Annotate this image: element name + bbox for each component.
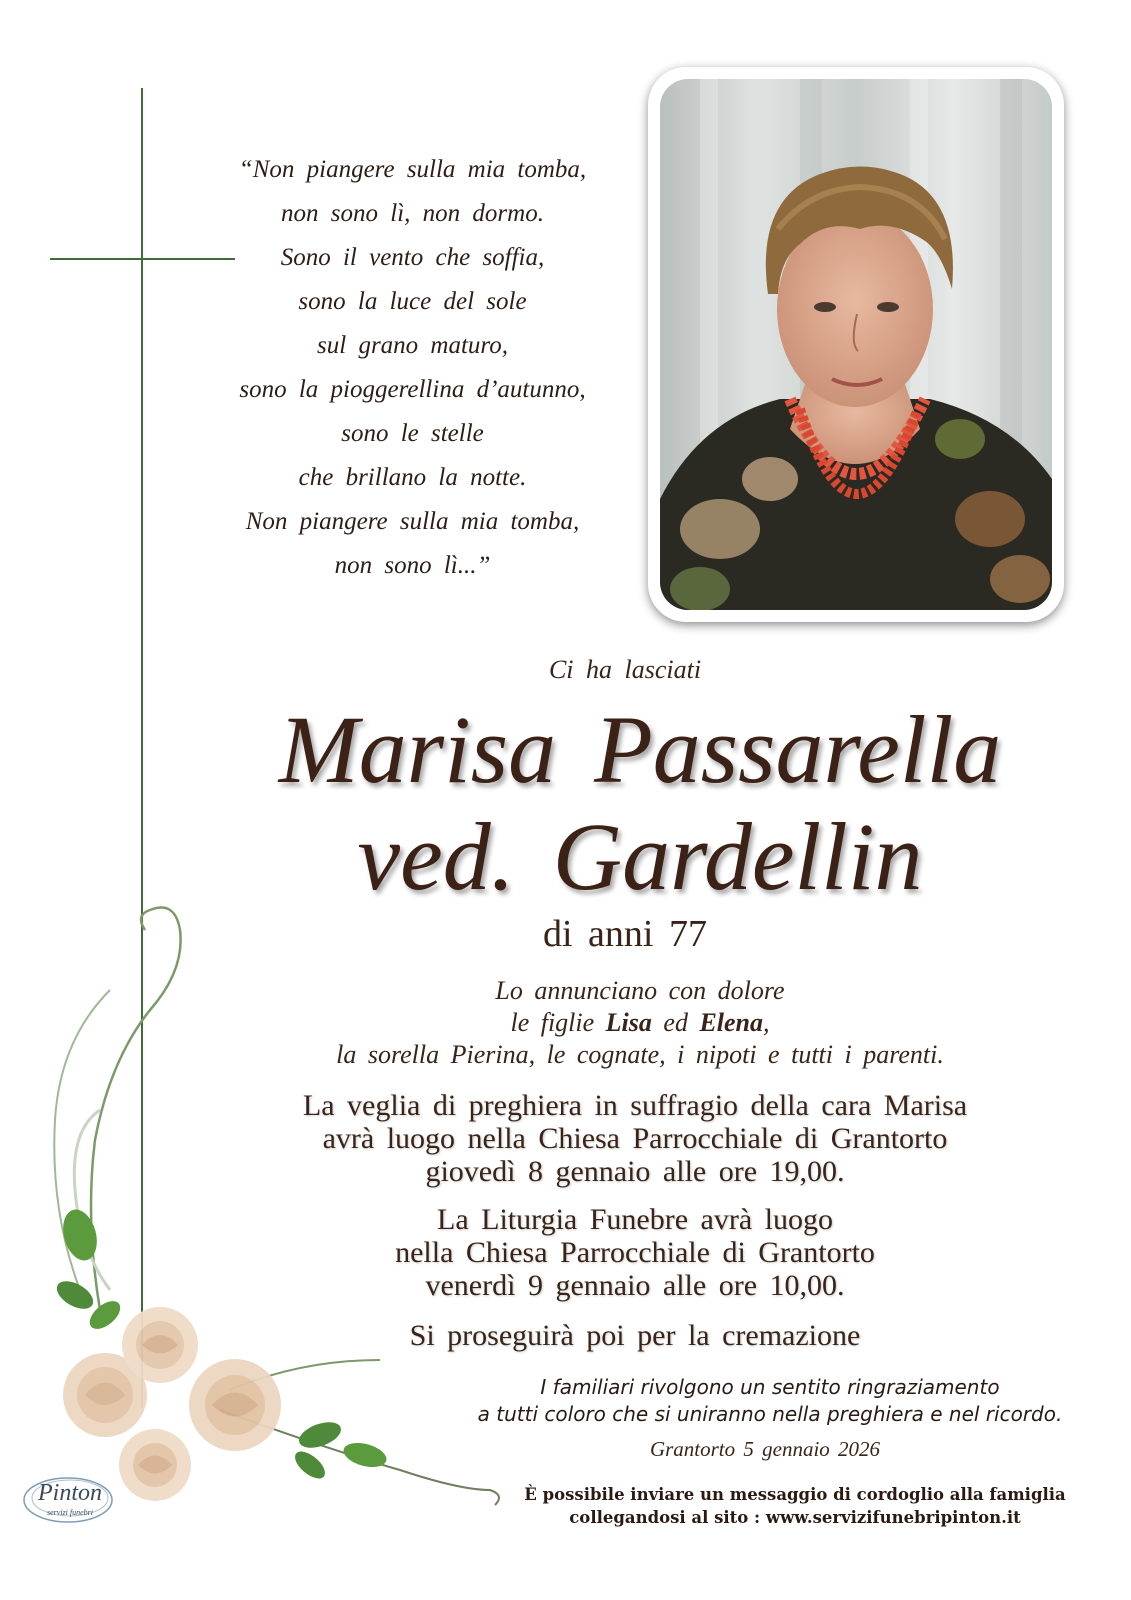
poem-line: che brillano la notte. <box>298 464 527 491</box>
announcement-text: , <box>763 1008 770 1037</box>
deceased-name-married: ved. Gardellin <box>357 803 923 910</box>
poem-line: sul grano maturo, <box>317 332 508 359</box>
poem-line: Sono il vento che soffia, <box>280 244 545 271</box>
announcement-line: la sorella Pierina, le cognate, i nipoti e tutti i parenti. <box>336 1040 944 1069</box>
poem-line: Non piangere sulla mia tomba, <box>245 508 580 535</box>
announcement-text: ed <box>651 1008 700 1037</box>
condolence-info <box>470 1483 1120 1529</box>
portrait-frame <box>648 67 1064 622</box>
condolence-line: È possibile inviare un messaggio di cordoglio alla famiglia <box>524 1485 1066 1504</box>
thanks-line: I familiari rivolgono un sentito ringraziamento <box>540 1375 1000 1399</box>
vigil-line: avrà luogo nella Chiesa Parrocchiale di Grantorto <box>322 1122 948 1155</box>
daughter-name: Elena <box>699 1008 764 1037</box>
age-text: di anni 77 <box>543 913 707 955</box>
portrait-photo <box>660 79 1052 610</box>
poem <box>190 148 635 588</box>
deceased-name: Marisa Passarella <box>278 696 1002 803</box>
intro-text: Ci ha lasciati <box>548 655 702 684</box>
poem-line: sono le stelle <box>341 420 484 447</box>
funeral-line: La Liturgia Funebre avrà luogo <box>437 1203 833 1236</box>
condolence-line: collegandosi al sito : www.servizifunebripinton.it <box>569 1508 1021 1527</box>
cremation-notice: Si proseguirà poi per la cremazione <box>409 1319 861 1352</box>
poem-line: non sono lì, non dormo. <box>281 200 544 227</box>
poem-line: non sono lì...” <box>334 552 491 579</box>
poem-line: “Non piangere sulla mia tomba, <box>238 156 587 183</box>
funeral-line: nella Chiesa Parrocchiale di Grantorto <box>395 1236 875 1269</box>
funeral-line: venerdì 9 gennaio alle ore 10,00. <box>425 1269 845 1302</box>
thanks-note <box>420 1374 1120 1428</box>
vigil-line: La veglia di preghiera in suffragio della cara Marisa <box>302 1089 968 1122</box>
thanks-line: a tutti coloro che si uniranno nella preghiera e nel ricordo. <box>477 1402 1063 1426</box>
place-date: Grantorto 5 gennaio 2026 <box>649 1437 881 1461</box>
announcement-line: Lo annunciano con dolore <box>495 976 785 1005</box>
announcement-text: le figlie <box>510 1008 606 1037</box>
logo-brand: Pinton <box>38 1480 102 1506</box>
poem-line: sono la pioggerellina d’autunno, <box>239 376 586 403</box>
poem-line: sono la luce del sole <box>298 288 527 315</box>
logo-tagline: servizi funebri <box>47 1508 93 1517</box>
portrait-illustration <box>660 79 1052 610</box>
vigil-line: giovedì 8 gennaio alle ore 19,00. <box>425 1155 845 1188</box>
daughter-name: Lisa <box>605 1008 652 1037</box>
funeral-home-logo <box>20 1468 120 1528</box>
